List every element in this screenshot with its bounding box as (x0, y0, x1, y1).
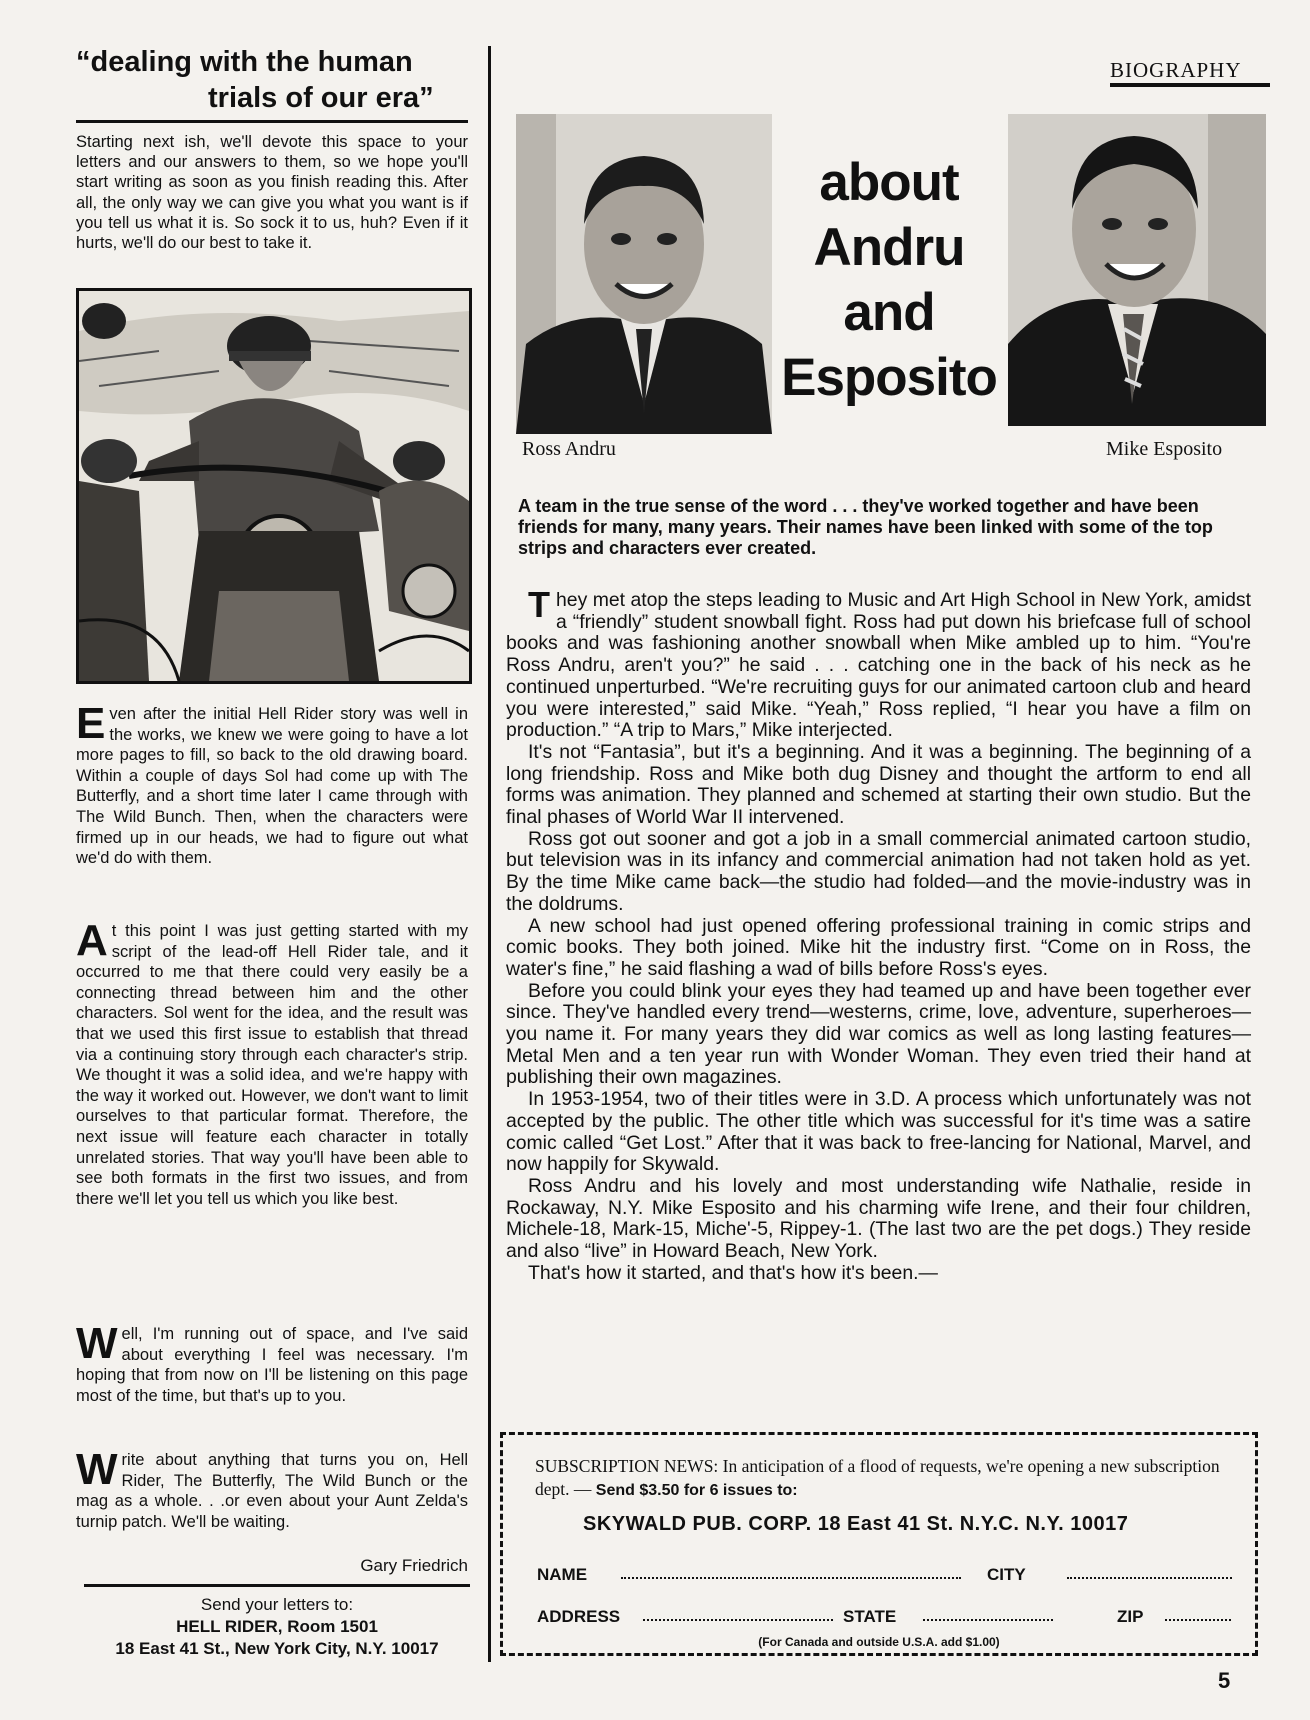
photo-ross-andru (516, 114, 772, 434)
story-paragraph-2: It's not “Fantasia”, but it's a beginning. And it was a beginning. The beginning of a long friendship. Ross and Mike both dug Disney and thought the artform to end all forms was animation. They planned and schemed at starting their own studio. But the final phases of World War II intervened. (506, 740, 1251, 829)
caption-mike-esposito: Mike Esposito (1106, 438, 1223, 460)
letters-paragraph-2-text: t this point I was just getting started with my script of the lead-off Hell Rider tale, and it occurred to me that there could very easily be a connecting thread between him and the other characters. Sol went for the idea, and the result was that we used this first issue to establish that thread via a continuing story through each character's strip. We thought it was a solid idea, and we're happy with the way it worked out. However, we don't want to limit ourselves to that particular format. Therefore, the next issue will feature each character in totally unrelated stories. That way you'll have been able to see both formats in the first two issues, and from there we'll let you tell us which you like best. (76, 922, 468, 1208)
letters-paragraph-4 (76, 1445, 468, 1532)
story-paragraph-6: In 1953-1954, two of their titles were in 3.D. A process which unfortunately was not accepted by the public. The other title which was successful for it's time was a satire comic called “Get Lost.” After that it was back to free-lancing for National, Marvel, and now happily for Skywald. (506, 1088, 1251, 1176)
headline-andru: Andru (813, 218, 965, 277)
signature-gary-friedrich: Gary Friedrich (360, 1556, 468, 1575)
letters-title-line1: “dealing with the human (76, 46, 413, 78)
subscription-coupon (500, 1432, 1258, 1656)
headline-esposito: Esposito (781, 348, 997, 407)
subscription-note: (For Canada and outside U.S.A. add $1.00) (758, 1635, 1000, 1649)
field-address-label: ADDRESS (537, 1607, 621, 1626)
bio-story (506, 584, 1251, 1285)
send-address: 18 East 41 St., New York City, N.Y. 10017 (115, 1639, 439, 1658)
story-paragraph-1 (506, 584, 1251, 742)
portrait-ross-andru (516, 114, 772, 434)
field-name-label: NAME (537, 1565, 588, 1584)
field-city-line[interactable] (1067, 1565, 1232, 1579)
headline-and: and (843, 283, 935, 342)
field-zip-label: ZIP (1117, 1607, 1144, 1626)
field-zip-line[interactable] (1165, 1607, 1231, 1621)
motorcycle-rider-drawing (79, 291, 469, 681)
story-paragraph-5: Before you could blink your eyes they had teamed up and have been together ever since. They've handled every trend—westerns, crime, love, adventure, superheroes—you name it. For many years they did war comics as well as long lasting features— Metal Men and a ten year run with Wonder Woman. They even tried their hand at publishing their own magazines. (506, 979, 1251, 1089)
headline-about: about (819, 153, 959, 212)
field-state-line[interactable] (923, 1607, 1053, 1621)
letters-paragraph-1 (76, 699, 468, 869)
field-address-line[interactable] (643, 1607, 833, 1621)
story-paragraph-3: Ross got out sooner and got a job in a small commercial animated cartoon studio, but television was in its infancy and commercial animation had not taken hold as yet. By the time Mike came back—the studio had folded—and the movie-industry was in the doldrums. (506, 827, 1251, 915)
photo-mike-esposito (1008, 114, 1266, 426)
letters-paragraph-2 (76, 916, 468, 1209)
column-divider (488, 46, 491, 1662)
letters-title (76, 44, 468, 116)
letters-paragraph-3-text: ell, I'm running out of space, and I've said about everything I feel was necessary. I'm hoping that from now on I'll be listening on this page most of the time, but that's up to you. (76, 1325, 468, 1405)
story-paragraph-7: Ross Andru and his lovely and most understanding wife Nathalie, reside in Rockaway, N.Y. Mike Esposito and his charming wife Irene, and their four children, Michele-18, Mark-15, Miche'-5, Rippey-1. (The last two are the pet dogs.) They reside and also “live” in Howard Beach, New York. (506, 1174, 1251, 1263)
field-name-line[interactable] (621, 1565, 961, 1579)
dropcap-w2: W (76, 1445, 118, 1494)
portrait-mike-esposito (1008, 114, 1266, 426)
letters-paragraph-1-text: ven after the initial Hell Rider story was well in the works, we knew we were going to have a lot more pages to fill, so back to the old drawing board. Within a couple of days Sol had come up with The Butterfly, and a short time later I came through with The Wild Bunch. Then, when the characters were firmed up in our heads, we had to figure out what we'd do with them. (76, 705, 468, 868)
bio-headline (778, 150, 1000, 410)
caption-ross-andru: Ross Andru (522, 438, 616, 460)
subscription-address: SKYWALD PUB. CORP. 18 East 41 St. N.Y.C. N.Y. 10017 (583, 1513, 1129, 1535)
send-rule (84, 1584, 470, 1587)
story-paragraph-4: A new school had just opened offering professional training in comic strips and comic books. They both joined. Mike hit the industry first. “Come on in Ross, the water's fine,” he said flashing a wad of bills before Ross's eyes. (506, 914, 1251, 980)
story-paragraph-8: That's how it started, and that's how it's been.— (528, 1261, 938, 1284)
subscription-news (535, 1455, 1235, 1502)
story-paragraph-1-text: hey met atop the steps leading to Music and Art High School in New York, amidst a “friendly” student snowball fight. Ross had put down his briefcase full of school books and was fashioning another snowball when Mike ambled up to him. “You're Ross Andru, aren't you?” he said . . . catching one in the back of his neck as he continued unperturbed. “We're recruiting guys for our animated cartoon club and heard you were interested,” said Mike. “Yeah,” Ross replied, “I hear you have a film on production.” “A trip to Mars,” Mike interjected. (506, 589, 1251, 742)
send-label: Send your letters to: (200, 1595, 354, 1614)
title-rule (76, 120, 468, 123)
dropcap-a: A (76, 916, 108, 965)
letters-title-line2: trials of our era” (208, 82, 434, 114)
dropcap-e: E (76, 699, 106, 748)
field-city-label: CITY (987, 1565, 1026, 1584)
hell-rider-illustration (76, 288, 472, 684)
section-label-rule (1110, 83, 1270, 87)
bio-deck: A team in the true sense of the word . . . they've worked together and have been friends for many, many years. Their names have been linked with some of the top strips and characters ever created. (518, 496, 1213, 558)
page-number: 5 (1218, 1668, 1231, 1693)
subscription-intro: SUBSCRIPTION NEWS: In anticipation of a flood of requests, we're opening a new subscription dept. — (535, 1456, 1220, 1499)
field-state-label: STATE (843, 1607, 897, 1626)
send-letters-block (84, 1594, 470, 1660)
dropcap-w: W (76, 1319, 118, 1368)
letters-intro: Starting next ish, we'll devote this space to your letters and our answers to them, so we hope you'll start writing as soon as you finish reading this. After all, the only way we can give you what you want is if you tell us what it is. So sock it to us, huh? Even if it hurts, we'll do our best to take it. (76, 133, 468, 253)
section-label: BIOGRAPHY (1110, 58, 1242, 82)
letters-paragraph-4-text: rite about anything that turns you on, Hell Rider, The Butterfly, The Wild Bunch or the mag as a whole. . .or even about your Aunt Zelda's turnip patch. We'll be waiting. (76, 1451, 468, 1531)
send-room: HELL RIDER, Room 1501 (176, 1617, 378, 1636)
subscription-offer: Send $3.50 for 6 issues to: (595, 1482, 798, 1499)
letters-paragraph-3 (76, 1319, 468, 1406)
dropcap-t: T (528, 584, 550, 625)
